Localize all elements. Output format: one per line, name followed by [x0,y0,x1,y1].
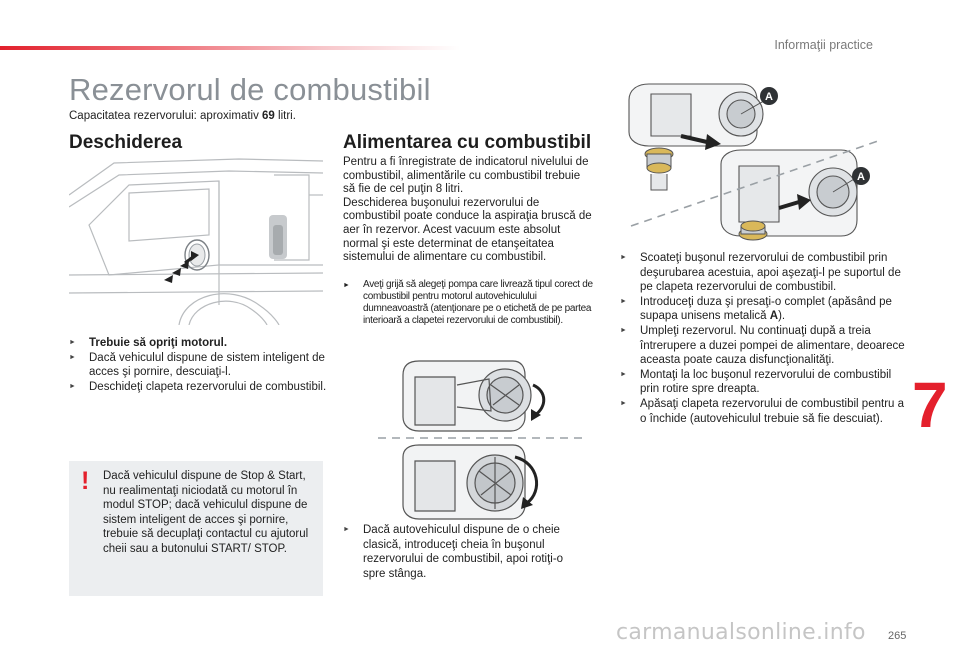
fueling-intro [343,156,593,265]
capacity-value: 69 [262,110,275,122]
arrow-bullet-icon [620,397,628,413]
list-item: ► Apăsaţi clapeta rezervorului de combustibil pentru a o închide (autovehiculul trebuie să fie descuiat). [620,397,910,426]
arrow-bullet-icon [620,324,628,340]
section-header: Informaţii practice [774,38,873,52]
arrow-bullet-icon [620,295,628,311]
list-item: ► Introduceţi duza şi presaţi-o complet (apăsând pe supapa unisens metalică A). [620,295,910,324]
list-item: ► Deschideţi clapeta rezervorului de combustibil. [69,380,331,395]
callout-a-bottom [852,167,870,185]
list-item: ► Montaţi la loc buşonul rezervorului de combustibil prin rotire spre dreapta. [620,368,910,397]
warning-box [69,461,323,596]
arrow-bullet-icon [343,279,350,292]
warning-text: Dacă vehiculul dispune de Stop & Start, nu realimentaţi niciodată cu motorul în modul STOP; dacă vehiculul dispune de sistem inteligent de acces şi pornire, trebuie să decuplaţi contactul cu ajutorul cheii sau a butonului START/ STOP. [103,470,309,555]
fuel-cap-removal-illustration [611,80,901,250]
header-accent-bar [0,46,460,50]
dashed-divider [378,437,588,439]
arrow-bullet-icon [69,336,77,352]
fuel-cap-key-illustration [395,443,555,523]
fueling-paragraph-2: Deschiderea buşonului rezervorului de combustibil poate conduce la aspiraţia bruscă de aer în rezervor. Acest vacuum este absolut normal şi este determinat de etanşeitatea sistemului de alimentare cu combustibil. [343,196,592,264]
arrow-bullet-icon [69,380,77,396]
capacity-prefix: Capacitatea rezervorului: aproximativ [69,110,263,122]
watermark: carmanualsonline.info [616,620,866,645]
warning-exclamation-icon: ! [81,467,90,495]
heading-opening: Deschiderea [69,132,183,153]
fuel-cap-icon-2 [739,221,767,240]
key-instructions [343,523,588,581]
refueling-steps [620,251,910,426]
svg-text:A: A [765,91,773,103]
list-item: ► Trebuie să opriţi motorul. [69,336,331,351]
arrow-bullet-icon [620,251,628,267]
fuel-cap-icon [645,148,673,190]
page-number: 265 [888,630,907,642]
list-item: ► Umpleţi rezervorul. Nu continuaţi după a treia întrerupere a duzei pompei de alimentare, deoarece aceasta poate cauza disfuncţionalităţi. [620,324,910,368]
note-text: Aveţi grijă să alegeţi pompa care livrează tipul corect de combustibil pentru motorul autovehiculului dumneavoastră (atenţionare pe o etichetă de pe partea interioară a clapetei rezervorului de combustibil). [363,279,593,326]
list-item: ► Dacă vehiculul dispune de sistem inteligent de acces şi pornire, descuiaţi-l. [69,351,331,380]
tank-capacity [69,110,296,122]
list-item: ► Dacă autovehiculul dispune de o cheie clasică, introduceţi cheia în buşonul rezervorului de combustibil, apoi rotiţi-o spre stânga. [343,523,588,581]
callout-a-top [760,87,778,105]
heading-fueling: Alimentarea cu combustibil [343,132,592,153]
page-title: Rezervorul de combustibil [69,72,431,107]
chapter-number: 7 [912,369,948,441]
fuel-type-note [343,279,593,327]
arrow-bullet-icon [620,368,628,384]
arrow-bullet-icon [343,523,351,539]
fueling-paragraph: Pentru a fi înregistrate de indicatorul nivelului de combustibil, alimentările cu combustibil trebuie să fie de cel puţin 8 litri. [343,156,589,196]
list-item: ► Scoateţi buşonul rezervorului de combustibil prin deşurubarea acestuia, apoi aşezaţi-l pe suportul de pe clapeta rezervorului de combustibil. [620,251,910,295]
van-fuel-flap-illustration [69,155,323,325]
capacity-suffix: litri. [274,110,296,122]
fuel-flap-open-illustration [395,355,555,435]
arrow-bullet-icon [69,351,77,367]
svg-text:A: A [857,171,865,183]
opening-steps [69,336,331,394]
